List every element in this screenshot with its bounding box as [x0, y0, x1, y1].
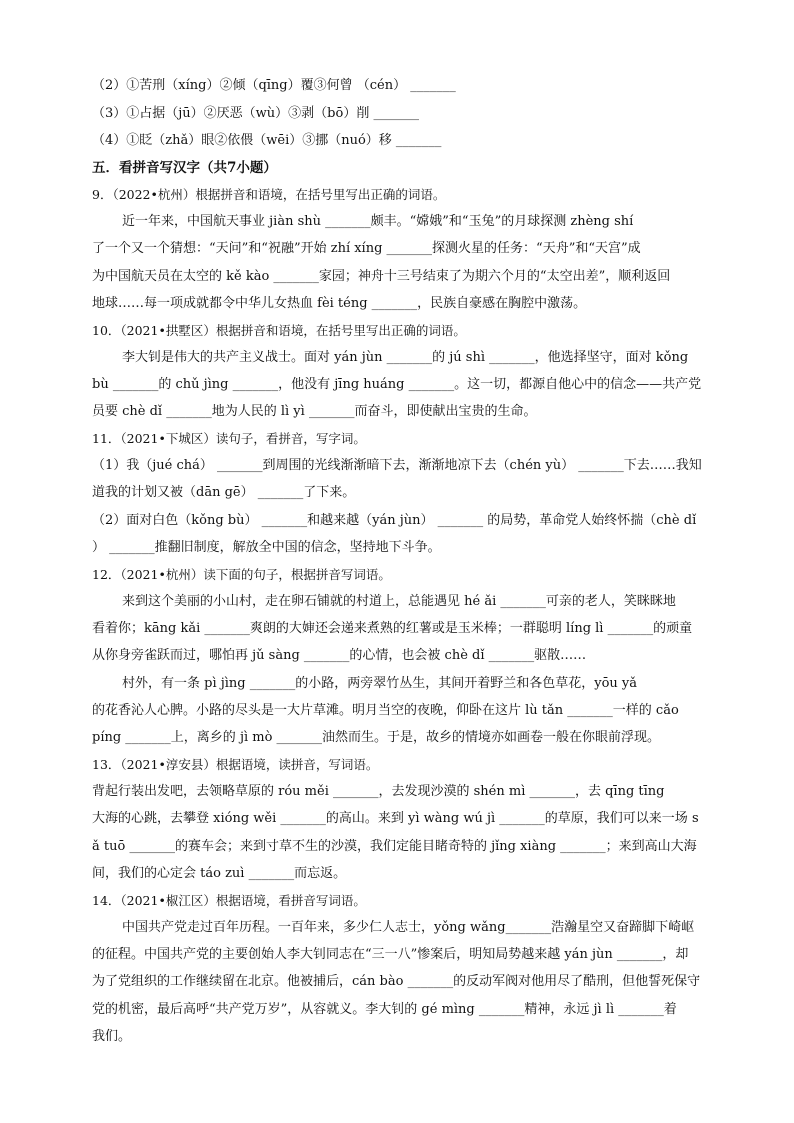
- q13-line-2: 大海的心跳，去攀登 xióng wěi _______的高山。来到 yì wàng wú jì _______的草原，我们可以来一场 s: [92, 811, 699, 826]
- q12-line-6: píng _______上，离乡的 jì mò _______油然而生。于是，故乡的情境亦如画卷一般在你眼前浮现。: [92, 730, 661, 745]
- q10-line-3: 员要 chè dǐ _______地为人民的 lì yì _______而奋斗，即使献出宝贵的生命。: [92, 404, 537, 419]
- q9-line-3: 为中国航天员在太空的 kě kào _______家园；神舟十三号结束了为期六个月的“太空出差”，顺利返回: [92, 269, 671, 284]
- question-9-header: 9．（2022•杭州）根据拼音和语境，在括号里写出正确的词语。: [92, 187, 446, 202]
- q11-line-2: 道我的计划又被（dān gē） _______了下来。: [92, 485, 356, 500]
- q10-line-1: 李大钊是伟大的共产主义战士。面对 yán jùn _______的 jú shì _______，他选择坚守，面对 kǒng: [122, 350, 689, 365]
- section-heading: 五．看拼音写汉字（共7小题）: [92, 160, 277, 176]
- question-12-header: 12．（2021•杭州）读下面的句子，根据拼音写词语。: [92, 567, 391, 582]
- question-14-header: 14．（2021•椒江区）根据语境，看拼音写词语。: [92, 893, 366, 908]
- q11-line-4: ） _______推翻旧制度，解放全中国的信念，坚持地下斗争。: [92, 540, 441, 555]
- question-13-header: 13．（2021•淳安县）根据语境，读拼音，写词语。: [92, 757, 379, 772]
- q13-line-1: 背起行装出发吧，去领略草原的 róu měi _______，去发现沙漠的 shén mì _______，去 qīng tīng: [92, 784, 665, 799]
- q13-line-4: 间，我们的心定会 táo zuì _______而忘返。: [92, 866, 347, 881]
- q12-line-1: 来到这个美丽的小山村，走在卵石铺就的村道上，总能遇见 hé ǎi _______可亲的老人，笑眯眯地: [122, 594, 676, 609]
- question-11-header: 11．（2021•下城区）读句子，看拼音，写字词。: [92, 431, 366, 446]
- q12-line-5: 的花香沁人心脾。小路的尽头是一大片草滩。明月当空的夜晚，仰卧在这片 lù tǎn _______一样的 cǎo: [92, 703, 679, 718]
- q14-line-3: 为了党组织的工作继续留在北京。他被捕后，cán bào _______的反动军阀对他用尽了酷刑，但他誓死保守: [92, 974, 701, 989]
- q10-line-2: bù _______的 chǔ jìng _______，他没有 jīng huáng _______。这一切，都源自他心中的信念——共产党: [92, 377, 702, 392]
- q13-line-3: ǎ tuō _______的赛车会；来到寸草不生的沙漠，我们定能目睹奇特的 jǐng xiàng _______；来到高山大海: [92, 839, 697, 854]
- question-10-header: 10．（2021•拱墅区）根据拼音和语境，在括号里写出正确的词语。: [92, 323, 466, 338]
- answer-line-4: （4）①眨（zhǎ）眼②依偎（wēi）③挪（nuó）移 _______: [92, 133, 442, 148]
- answer-line-2: （2）①苦刑（xíng）②倾（qīng）覆③何曾 （cén） _______: [92, 78, 456, 93]
- q14-line-2: 的征程。中国共产党的主要创始人李大钊同志在“三一八”惨案后，明知局势越来越 yán jùn _______，却: [92, 947, 689, 962]
- q11-line-3: （2）面对白色（kǒng bù） _______和越来越（yán jùn） _______ 的局势，革命党人始终怀揣（chè dǐ: [92, 513, 697, 528]
- q9-line-2: 了一个又一个猜想：“天问”和“祝融”开始 zhí xíng _______探测火星的任务：“天舟”和“天宫”成: [92, 241, 641, 256]
- q12-line-4: 村外，有一条 pì jìng _______的小路，两旁翠竹丛生，其间开着野兰和各色草花，yōu yǎ: [122, 676, 638, 691]
- q9-line-4: 地球……每一项成就都令中华儿女热血 fèi téng _______，民族自豪感在胸腔中激荡。: [92, 296, 587, 311]
- answer-line-3: （3）①占据（jū）②厌恶（wù）③剥（bō）削 _______: [92, 106, 419, 121]
- q9-line-1: 近一年来，中国航天事业 jiàn shù _______颇丰。“嫦娥”和“玉兔”的月球探测 zhèng shí: [122, 214, 634, 229]
- q14-line-4: 党的机密，最后高呼“共产党万岁”，从容就义。李大钊的 gé mìng _______精神，永远 jì lì _______着: [92, 1002, 677, 1017]
- q11-line-1: （1）我（jué chá） _______到周围的光线渐渐暗下去，渐渐地凉下去（chén yù） _______下去……我知: [92, 458, 702, 473]
- q14-line-1: 中国共产党走过百年历程。一百年来，多少仁人志士，yǒng wǎng_______浩瀚星空又奋蹄脚下崎岖: [122, 920, 695, 935]
- q12-line-3: 从你身旁雀跃而过，哪怕再 jǔ sàng _______的心情，也会被 chè dǐ _______驱散……: [92, 648, 587, 663]
- q14-line-5: 我们。: [92, 1029, 132, 1044]
- q12-line-2: 看着你；kāng kǎi _______爽朗的大婶还会递来煮熟的红薯或是玉米棒；一群聪明 líng lì _______的顽童: [92, 621, 693, 636]
